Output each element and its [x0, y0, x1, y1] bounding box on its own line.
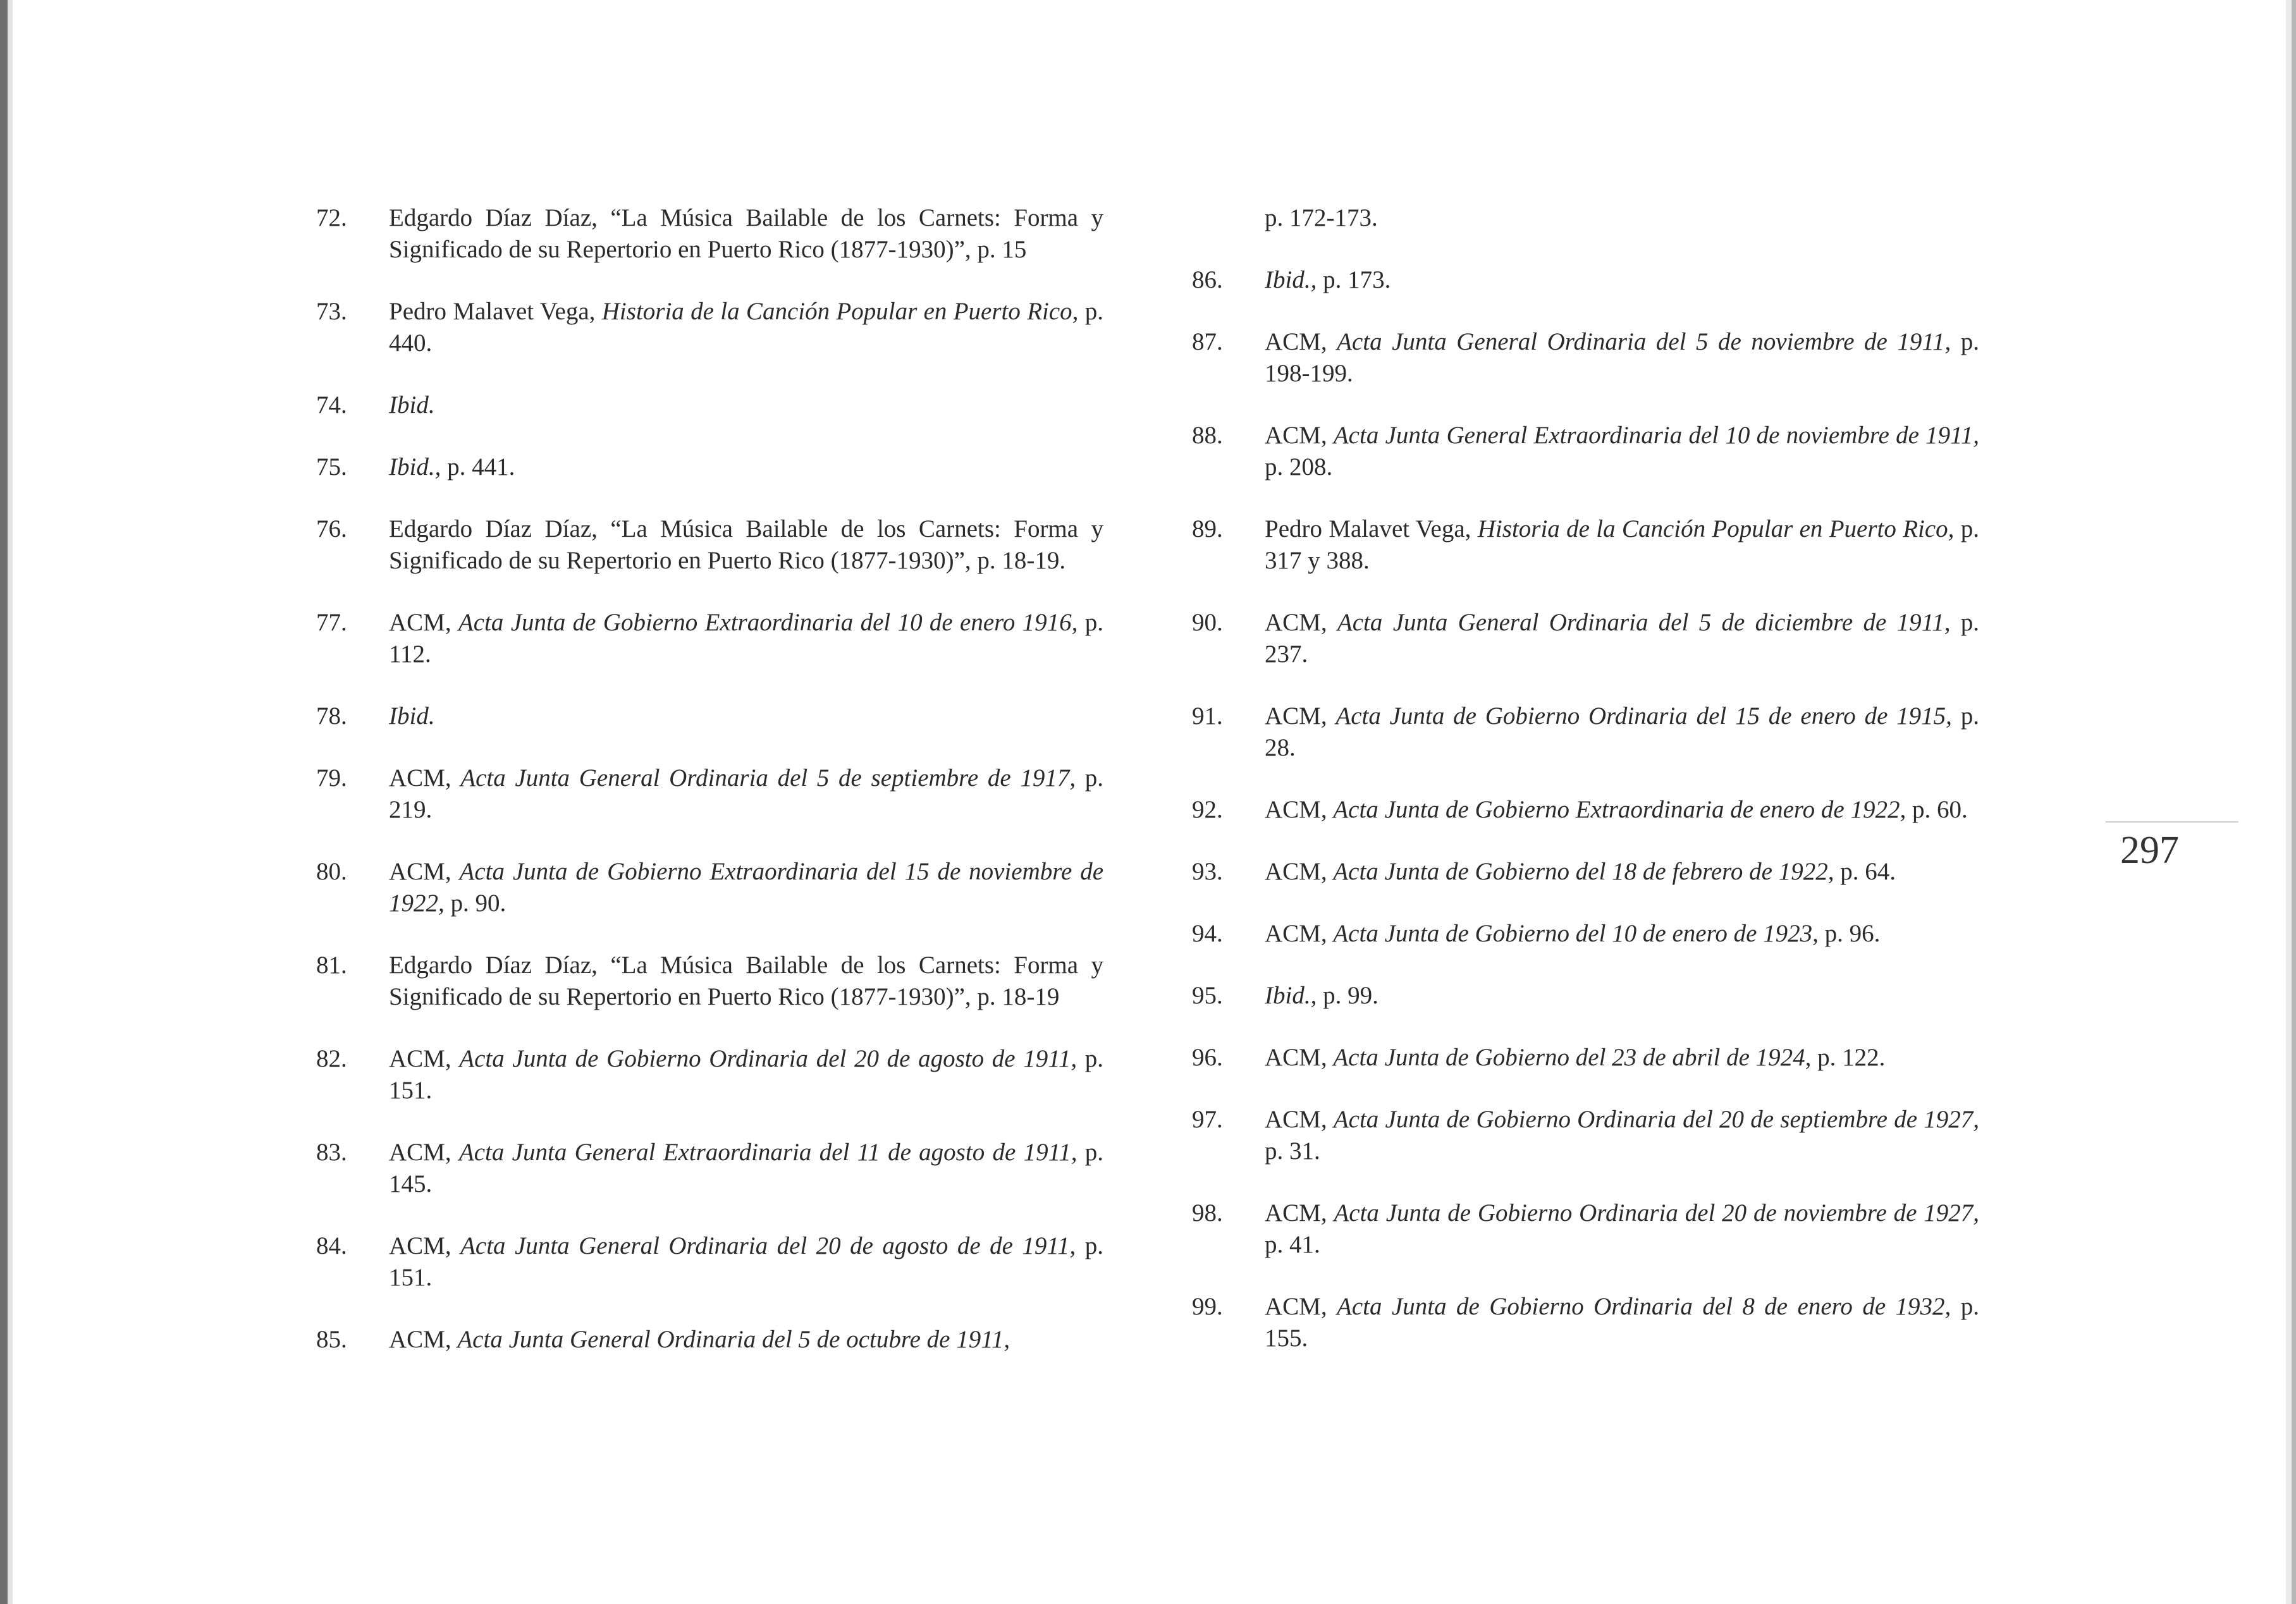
footnote-99	[1192, 1291, 1979, 1354]
footnote-source: ACM,	[389, 764, 461, 792]
footnote-95	[1192, 980, 1979, 1012]
footnote-text	[1265, 607, 1979, 670]
footnote-number: 84.	[316, 1232, 347, 1259]
footnote-75	[316, 451, 1103, 483]
footnote-page-ref: p. 28.	[1265, 702, 1979, 761]
footnote-title: Acta Junta de Gobierno Extraordinaria de enero de 1922,	[1333, 796, 1906, 823]
footnote-title: Acta Junta de Gobierno Extraordinaria del 15 de noviembre de 1922,	[389, 858, 1104, 917]
footnote-title: Historia de la Canción Popular en Puerto Rico,	[601, 298, 1079, 325]
footnote-source: ACM,	[1265, 858, 1334, 885]
footnote-text	[1265, 794, 1979, 826]
footnote-source: ACM,	[1265, 796, 1334, 823]
footnote-82	[316, 1043, 1103, 1106]
footnote-91	[1192, 701, 1979, 764]
footnote-number: 94.	[1192, 920, 1223, 947]
footnote-number: 73.	[316, 298, 347, 325]
footnote-number: 78.	[316, 702, 347, 730]
footnote-93	[1192, 856, 1979, 888]
footnote-number: 93.	[1192, 858, 1223, 885]
footnote-source: ACM,	[389, 1326, 458, 1353]
notes-left-column	[316, 202, 1103, 1386]
footnote-title: Acta Junta de Gobierno del 23 de abril de 1924,	[1333, 1044, 1812, 1071]
footnote-page-ref: p. 96.	[1818, 920, 1881, 947]
footnote-ibid: Ibid.	[389, 702, 435, 730]
footnote-text	[389, 1324, 1103, 1356]
footnote-number: 87.	[1192, 328, 1223, 355]
footnote-text	[1265, 420, 1979, 483]
footnote-ibid: Ibid.,	[1265, 982, 1317, 1009]
footnote-text	[389, 389, 1103, 421]
footnote-96	[1192, 1042, 1979, 1074]
footnote-text	[389, 1043, 1103, 1106]
footnote-number: 82.	[316, 1045, 347, 1072]
footnote-92	[1192, 794, 1979, 826]
footnote-body: Edgardo Díaz Díaz, “La Música Bailable de los Carnets: Forma y Significado de su Repertorio en Puerto Rico (1877-1930)”, p. 15	[389, 204, 1103, 263]
footnote-text	[1265, 918, 1979, 950]
footnote-81	[316, 950, 1103, 1013]
footnote-text	[389, 762, 1103, 826]
footnote-title: Acta Junta de Gobierno del 10 de enero de 1923,	[1333, 920, 1819, 947]
footnote-text	[389, 202, 1103, 266]
footnote-body: Edgardo Díaz Díaz, “La Música Bailable de los Carnets: Forma y Significado de su Repertorio en Puerto Rico (1877-1930)”, p. 18-19	[389, 952, 1103, 1010]
footnote-title: Acta Junta de Gobierno Ordinaria del 15 de enero de 1915,	[1335, 702, 1952, 730]
footnote-number: 72.	[316, 204, 347, 231]
footnote-number: 81.	[316, 952, 347, 979]
footnote-88	[1192, 420, 1979, 483]
footnote-number: 96.	[1192, 1044, 1223, 1071]
footnote-87	[1192, 326, 1979, 389]
footnote-page-ref: p. 219.	[389, 764, 1104, 823]
footnote-number: 79.	[316, 764, 347, 792]
footnote-number: 74.	[316, 391, 347, 419]
footnote-85-continuation: p. 172-173.	[1265, 204, 1378, 231]
footnote-number: 85.	[316, 1326, 347, 1353]
footnote-page-ref: p. 64.	[1834, 858, 1896, 885]
footnote-text	[1265, 1197, 1979, 1261]
footnote-title: Acta Junta de Gobierno Extraordinaria del 10 de enero 1916,	[458, 609, 1078, 636]
footnote-number: 98.	[1192, 1199, 1223, 1227]
footnote-source: ACM,	[1265, 1199, 1334, 1227]
footnote-ibid: Ibid.	[389, 391, 435, 419]
footnote-number: 91.	[1192, 702, 1223, 730]
footnote-text	[389, 451, 1103, 483]
footnote-page-ref: p. 208.	[1265, 453, 1333, 481]
footnote-text	[1265, 264, 1979, 296]
footnote-98	[1192, 1197, 1979, 1261]
footnote-text	[1265, 513, 1979, 577]
footnote-page-ref: p. 155.	[1265, 1293, 1979, 1352]
footnote-text	[1265, 326, 1979, 389]
footnote-94	[1192, 918, 1979, 950]
footnote-number: 76.	[316, 515, 347, 542]
page-right-edge-shadow	[2286, 0, 2296, 1604]
page-right-edge-shade	[2292, 0, 2296, 1604]
footnote-74	[316, 389, 1103, 421]
footnote-text	[389, 607, 1103, 670]
footnote-page-ref: p. 90.	[444, 890, 506, 917]
footnote-page-ref: p. 151.	[389, 1045, 1103, 1104]
page-number-rule	[2106, 821, 2238, 823]
footnote-title: Acta Junta General Ordinaria del 5 de diciembre de 1911,	[1337, 609, 1951, 636]
footnote-title: Acta Junta de Gobierno Ordinaria del 20 de agosto de 1911,	[459, 1045, 1077, 1072]
footnote-title: Acta Junta General Extraordinaria del 11 de agosto de 1911,	[458, 1139, 1077, 1166]
footnote-85	[316, 1324, 1103, 1356]
footnote-title: Acta Junta de Gobierno Ordinaria del 20 de noviembre de 1927,	[1334, 1199, 1979, 1227]
footnote-page-ref: p. 151.	[389, 1232, 1104, 1291]
footnote-body: Edgardo Díaz Díaz, “La Música Bailable de los Carnets: Forma y Significado de su Repertorio en Puerto Rico (1877-1930)”, p. 18-19.	[389, 515, 1103, 574]
footnote-page-ref: p. 440.	[389, 298, 1104, 357]
footnote-number: 86.	[1192, 266, 1223, 293]
footnote-83	[316, 1137, 1103, 1200]
footnote-page-ref: p. 441.	[441, 453, 515, 481]
footnote-number: 89.	[1192, 515, 1223, 542]
footnote-source: ACM,	[1265, 920, 1334, 947]
footnote-number: 95.	[1192, 982, 1223, 1009]
footnote-page-ref: p. 99.	[1317, 982, 1378, 1009]
footnote-ibid: Ibid.,	[389, 453, 441, 481]
footnote-text	[1265, 1104, 1979, 1167]
footnote-page-ref: p. 41.	[1265, 1231, 1320, 1258]
page-left-edge-shadow	[0, 0, 13, 1604]
footnote-page-ref: p. 198-199.	[1265, 328, 1980, 387]
footnote-77	[316, 607, 1103, 670]
footnote-84	[316, 1230, 1103, 1294]
footnote-73	[316, 296, 1103, 359]
footnote-number: 92.	[1192, 796, 1223, 823]
footnote-text	[389, 296, 1103, 359]
footnote-number: 90.	[1192, 609, 1223, 636]
footnote-number: 99.	[1192, 1293, 1223, 1320]
footnote-title: Historia de la Canción Popular en Puerto Rico,	[1477, 515, 1955, 542]
footnote-source: ACM,	[389, 609, 458, 636]
footnote-source: ACM,	[389, 858, 460, 885]
footnote-title: Acta Junta de Gobierno Ordinaria del 20 de septiembre de 1927,	[1333, 1106, 1980, 1133]
footnote-number: 88.	[1192, 422, 1223, 449]
footnote-source: ACM,	[1265, 328, 1337, 355]
footnote-source: ACM,	[1265, 422, 1334, 449]
footnote-source: ACM,	[1265, 609, 1337, 636]
page-left-edge-shade	[0, 0, 8, 1604]
footnote-86	[1192, 264, 1979, 296]
footnote-source: ACM,	[1265, 1293, 1337, 1320]
footnote-title: Acta Junta General Ordinaria del 5 de septiembre de 1917,	[460, 764, 1076, 792]
footnote-90	[1192, 607, 1979, 670]
footnote-text	[1265, 1291, 1979, 1354]
footnote-text	[1265, 1042, 1979, 1074]
footnote-text	[389, 701, 1103, 732]
footnote-title: Acta Junta de Gobierno del 18 de febrero de 1922,	[1333, 858, 1834, 885]
footnote-author: Pedro Malavet Vega,	[1265, 515, 1478, 542]
footnote-title: Acta Junta General Ordinaria del 20 de agosto de de 1911,	[460, 1232, 1076, 1259]
footnote-number: 77.	[316, 609, 347, 636]
footnote-source: ACM,	[1265, 1106, 1334, 1133]
footnote-text	[1265, 856, 1979, 888]
footnote-text	[1265, 701, 1979, 764]
footnote-page-ref: p. 122.	[1811, 1044, 1886, 1071]
footnote-89	[1192, 513, 1979, 577]
footnote-title: Acta Junta General Extraordinaria del 10 de noviembre de 1911,	[1333, 422, 1979, 449]
footnote-text	[389, 856, 1103, 919]
footnote-text	[1265, 980, 1979, 1012]
footnote-source: ACM,	[1265, 1044, 1334, 1071]
footnote-79	[316, 762, 1103, 826]
notes-right-column	[1192, 202, 1979, 1385]
footnote-76	[316, 513, 1103, 577]
footnote-97	[1192, 1104, 1979, 1167]
footnote-78	[316, 701, 1103, 732]
footnote-source: ACM,	[1265, 702, 1336, 730]
footnote-number: 75.	[316, 453, 347, 481]
footnote-page-ref: p. 237.	[1265, 609, 1980, 668]
footnote-author: Pedro Malavet Vega,	[389, 298, 602, 325]
footnote-page-ref: p. 145.	[389, 1139, 1103, 1197]
footnote-title: Acta Junta General Ordinaria del 5 de octubre de 1911,	[457, 1326, 1010, 1353]
footnote-text	[389, 950, 1103, 1013]
footnote-page-ref: p. 31.	[1265, 1137, 1320, 1165]
footnote-80	[316, 856, 1103, 919]
footnote-title: Acta Junta de Gobierno Ordinaria del 8 de enero de 1932,	[1337, 1293, 1951, 1320]
footnote-source: ACM,	[389, 1139, 459, 1166]
footnote-page-ref: p. 173.	[1317, 266, 1391, 293]
footnote-text	[389, 513, 1103, 577]
footnote-page-ref: p. 60.	[1906, 796, 1968, 823]
footnote-72	[316, 202, 1103, 266]
footnote-page-ref: p. 317 y 388.	[1265, 515, 1980, 574]
footnote-source: ACM,	[389, 1045, 460, 1072]
footnote-title: Acta Junta General Ordinaria del 5 de noviembre de 1911,	[1337, 328, 1951, 355]
footnote-text	[389, 1230, 1103, 1294]
footnote-page-ref: p. 112.	[389, 609, 1103, 668]
footnote-number: 97.	[1192, 1106, 1223, 1133]
footnote-text	[389, 1137, 1103, 1200]
page-number: 297	[2120, 829, 2179, 872]
footnote-number: 83.	[316, 1139, 347, 1166]
footnote-source: ACM,	[389, 1232, 461, 1259]
footnote-ibid: Ibid.,	[1265, 266, 1317, 293]
footnote-number: 80.	[316, 858, 347, 885]
